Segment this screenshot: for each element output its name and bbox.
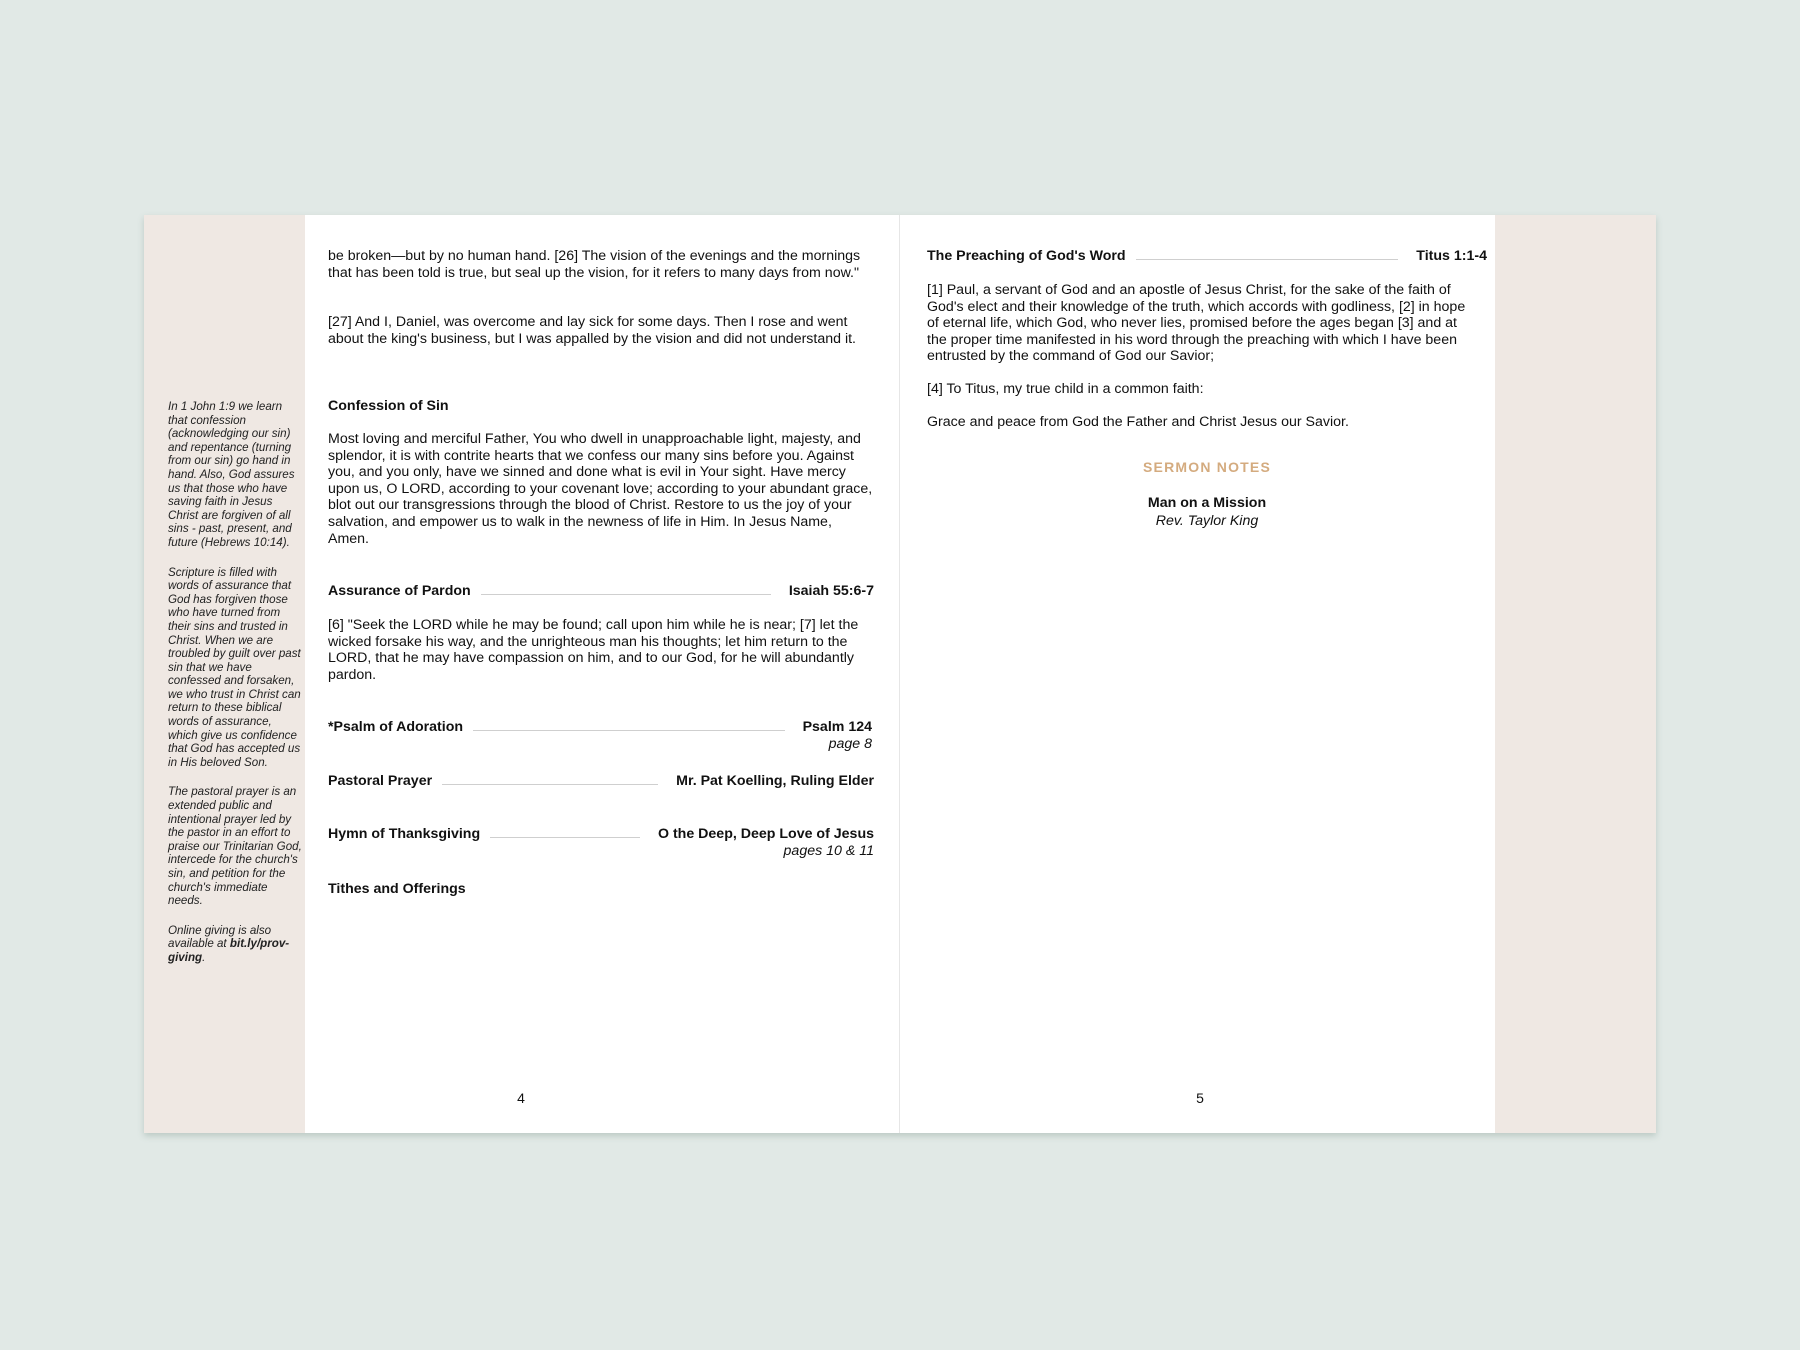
- assurance-row: [328, 583, 874, 600]
- online-giving-link[interactable]: bit.ly/prov-giving: [168, 937, 290, 964]
- sermon-title: Man on a Mission: [1147, 495, 1267, 511]
- hymn-name: O the Deep, Deep Love of Jesus: [657, 826, 874, 842]
- leader-rule: [442, 773, 658, 785]
- note-online-giving: [168, 924, 302, 965]
- preaching-title: The Preaching of God's Word: [927, 248, 1126, 264]
- psalm-title: *Psalm of Adoration: [328, 719, 464, 735]
- note-assurance: Scripture is filled with words of assurance that God has forgiven those who have turned from their sins and trusted in Christ. When we are troubled by guilt over past sin that we have confessed and forsaken, we who trust in Christ can return to these biblical words of assurance, which give us confidence that God has accepted us in His beloved Son.: [168, 565, 301, 769]
- tithes-title: Tithes and Offerings: [328, 881, 466, 897]
- prayer-title: Pastoral Prayer: [328, 773, 433, 789]
- confession-title: Confession of Sin: [328, 398, 449, 414]
- page-number-left: 4: [517, 1090, 525, 1106]
- psalm-detail: [803, 719, 872, 753]
- center-fold: [899, 215, 900, 1133]
- leader-rule: [490, 826, 640, 838]
- continued-scripture-2: [27] And I, Daniel, was overcome and lay sick for some days. Then I rose and went about the king's business, but I was appalled by the vision and did not understand it.: [328, 314, 856, 347]
- assurance-text: [6] "Seek the LORD while he may be found; call upon him while he is near; [7] let the wicked forsake his way, and the unrighteous man his thoughts; let him return to the LORD, that he may have compassion on him, and to our God, for he will abundantly pardon.: [328, 617, 859, 683]
- scripture-paragraph-3: Grace and peace from God the Father and Christ Jesus our Savior.: [927, 414, 1349, 430]
- online-giving-suffix: .: [202, 950, 206, 964]
- preaching-row: [927, 248, 1487, 265]
- prayer-row: [328, 773, 874, 790]
- scripture-paragraph-1: [1] Paul, a servant of God and an apostle of Jesus Christ, for the sake of the faith of God's elect and their knowledge of the truth, which accords with godliness, [2] in hope of eternal life, which God, who never lies, promised before the ages began [3] and at the proper time manifested in his word through the preaching with which I have been entrusted by the command of God our Savior;: [927, 282, 1466, 365]
- leader-rule: [481, 583, 771, 595]
- prayer-leader: Mr. Pat Koelling, Ruling Elder: [676, 773, 874, 789]
- online-giving-prefix: Online giving is also available at: [168, 923, 272, 951]
- right-page: [927, 215, 1487, 1133]
- leader-rule: [1136, 248, 1399, 260]
- psalm-reference: Psalm 124: [802, 719, 872, 735]
- sermon-notes-heading: SERMON NOTES: [1143, 459, 1271, 475]
- hymn-detail: [658, 826, 874, 860]
- left-page: [328, 215, 874, 1133]
- scripture-paragraph-2: [4] To Titus, my true child in a common faith:: [927, 381, 1204, 397]
- sermon-preacher: Rev. Taylor King: [1155, 513, 1259, 529]
- sidebar-notes: [168, 400, 302, 981]
- psalm-row: [328, 719, 874, 753]
- assurance-reference: Isaiah 55:6-7: [788, 583, 874, 599]
- page-number-right: 5: [1196, 1090, 1204, 1106]
- bulletin-spread: [144, 215, 1656, 1133]
- hymn-title: Hymn of Thanksgiving: [328, 826, 481, 842]
- psalm-page: page 8: [828, 736, 872, 752]
- assurance-title: Assurance of Pardon: [328, 583, 471, 599]
- hymn-row: [328, 826, 874, 860]
- leader-rule: [473, 719, 785, 731]
- preaching-reference: Titus 1:1-4: [1416, 248, 1487, 264]
- note-pastoral-prayer: The pastoral prayer is an extended public and intentional prayer led by the pastor in an effort to praise our Trinitarian God, intercede for the church's sin, and petition for the church's immediate needs.: [168, 785, 302, 908]
- confession-text: Most loving and merciful Father, You who dwell in unapproachable light, majesty, and splendor, it is with contrite hearts that we confess our many sins before you. Against you, and you only, have we sinned and done what is evil in Your sight. Have mercy upon us, O LORD, according to your covenant love; according to your abundant grace, blot out our transgressions through the blood of Christ. Restore to us the joy of your salvation, and empower us to walk in the newness of life in Him. In Jesus Name, Amen.: [328, 431, 873, 547]
- left-sidebar: [144, 215, 305, 1133]
- note-confession: In 1 John 1:9 we learn that confession (acknowledging our sin) and repentance (turning from our sin) go hand in hand. Also, God assures us that those who have saving faith in Jesus Christ are forgiven of all sins - past, present, and future (Hebrews 10:14).: [168, 400, 295, 549]
- hymn-pages: pages 10 & 11: [783, 843, 874, 859]
- continued-scripture-1: be broken—but by no human hand. [26] The vision of the evenings and the mornings that has been told is true, but seal up the vision, for it refers to many days from now.": [328, 248, 861, 281]
- right-sidebar: [1495, 215, 1656, 1133]
